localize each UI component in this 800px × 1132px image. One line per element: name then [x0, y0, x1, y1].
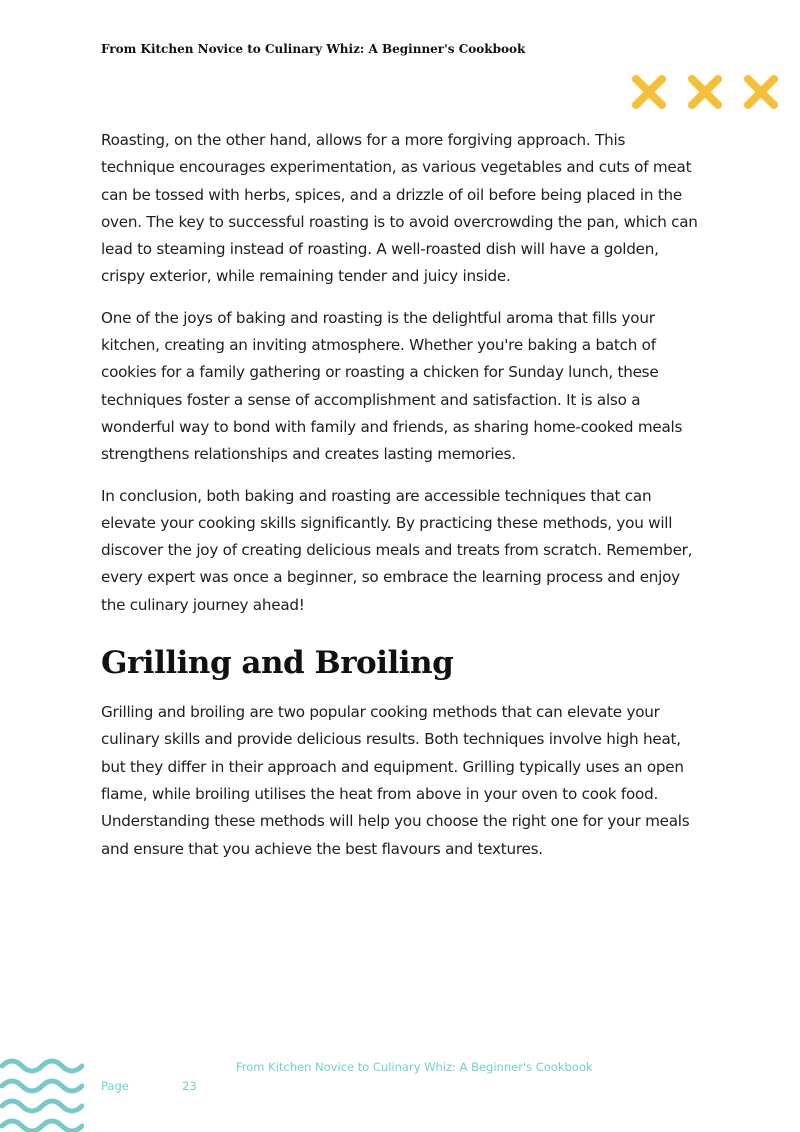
body-paragraph: Roasting, on the other hand, allows for a more forgiving approach. This technique encourages experimentation, as various vegetables and cuts of meat can be tossed with herbs, spices, and a drizzle of oil before being placed in the oven. The key to successful roasting is to avoid overcrowding the pan, which can lead to steaming instead of roasting. A well-roasted dish will have a golden, crispy exterior, while remaining tender and juicy inside.	[101, 131, 698, 286]
running-header: From Kitchen Novice to Culinary Whiz: A Beginner's Cookbook	[101, 42, 526, 56]
wave-lines-icon	[0, 1052, 84, 1132]
section-heading: Grilling and Broiling	[101, 645, 454, 682]
page-content	[101, 127, 701, 877]
section-paragraph: Grilling and broiling are two popular cooking methods that can elevate your culinary skills and provide delicious results. Both techniques involve high heat, but they differ in their approach and equipment. Grilling typically uses an open flame, while broiling utilises the heat from above in your oven to cook food. Understanding these methods will help you choose the right one for your meals and ensure that you achieve the best flavours and textures.	[101, 703, 690, 858]
footer-title: From Kitchen Novice to Culinary Whiz: A Beginner's Cookbook	[236, 1060, 593, 1074]
footer-page-label: Page	[101, 1079, 129, 1093]
body-paragraph: In conclusion, both baking and roasting are accessible techniques that can elevate your cooking skills significantly. By practicing these methods, you will discover the joy of creating delicious meals and treats from scratch. Remember, every expert was once a beginner, so embrace the learning process and enjoy the culinary journey ahead!	[101, 486, 693, 614]
x-marks-icon	[630, 74, 780, 110]
page-number: 23	[182, 1079, 197, 1093]
body-paragraph: One of the joys of baking and roasting is the delightful aroma that fills your kitchen, creating an inviting atmosphere. Whether you're baking a batch of cookies for a family gathering or roasting a chicken for Sunday lunch, these techniques foster a sense of accomplishment and satisfaction. It is also a wonderful way to bond with family and friends, as sharing home-cooked meals strengthens relationships and creates lasting memories.	[101, 308, 683, 464]
